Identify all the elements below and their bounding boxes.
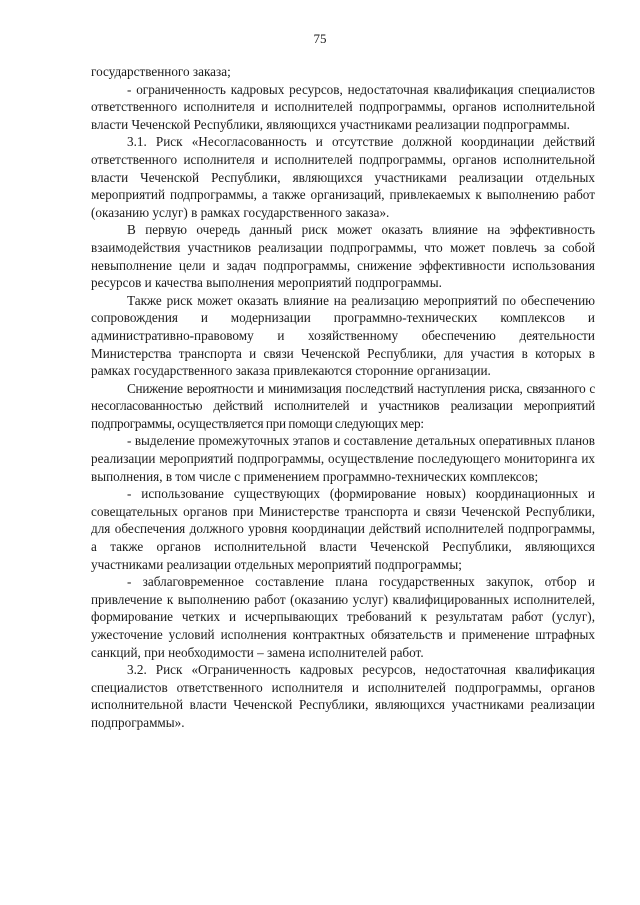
paragraph-risk-3-1: 3.1. Риск «Несогласованность и отсутствие должной координации действий ответственного исполнителя и исполнителей подпрограммы, органов исполнительной власти Чеченской Республики, являющихся участниками реализации отдельных мероприятий подпрограммы, а также организаций, привлекаемых к выполнению работ (оказанию услуг) в рамках государственного заказа». <box>91 134 595 220</box>
paragraph-measure-stages: - выделение промежуточных этапов и составление детальных оперативных планов реализации мероприятий подпрограммы, осуществление последующего мониторинга их выполнения, в том числе с применением программно-технических комплексов; <box>91 433 595 484</box>
paragraph-risk-impact: В первую очередь данный риск может оказать влияние на эффективность взаимодействия участников реализации подпрограммы, что может повлечь за собой невыполнение цели и задач подпрограммы, снижение эффективности использования ресурсов и качества выполнения мероприятий подпрограммы. <box>91 222 595 291</box>
paragraph-measure-procurement: - заблаговременное составление плана государственных закупок, отбор и привлечение к выполнению работ (оказанию услуг) квалифицированных исполнителей, формирование четких и исчерпывающих требований к результатам работ (услуг), ужесточение условий исполнения контрактных обязательств и применение штрафных санкций, при необходимости – замена исполнителей работ. <box>91 574 595 660</box>
document-body <box>91 63 595 732</box>
paragraph-risk-3-2: 3.2. Риск «Ограниченность кадровых ресурсов, недостаточная квалификация специалистов ответственного исполнителя и исполнителей подпрограммы, органов исполнительной власти Чеченской Республики, являющихся участниками реализации подпрограммы». <box>91 662 595 730</box>
paragraph-list-item-staff-limits: - ограниченность кадровых ресурсов, недостаточная квалификация специалистов ответственного исполнителя и исполнителей подпрограммы, органов исполнительной власти Чеченской Республики, являющихся участниками реализации подпрограммы. <box>91 81 595 132</box>
paragraph-risk-additional-impact: Также риск может оказать влияние на реализацию мероприятий по обеспечению сопровождения и модернизации программно-технических комплексов и административно-правовому и хозяйственному обеспечению деятельности Министерства транспорта и связи Чеченской Республики, для участия в которых в рамках государственного заказа привлекаются сторонние организации. <box>91 292 595 379</box>
paragraph-continuation: государственного заказа; <box>91 64 231 79</box>
paragraph-mitigation-intro: Снижение вероятности и минимизация последствий наступления риска, связанного с несогласованностью действий исполнителей и участников реализации мероприятий подпрограммы, осуществляется при помощи следующих мер: <box>91 380 595 431</box>
paragraph-measure-coordination: - использование существующих (формирование новых) координационных и совещательных органов при Министерстве транспорта и связи Чеченской Республики, для обеспечения должного уровня координации действий исполнителей подпрограммы, а также органов исполнительной власти Чеченской Республики, являющихся участниками реализации отдельных мероприятий подпрограммы; <box>91 486 595 572</box>
page-number: 75 <box>313 31 327 46</box>
